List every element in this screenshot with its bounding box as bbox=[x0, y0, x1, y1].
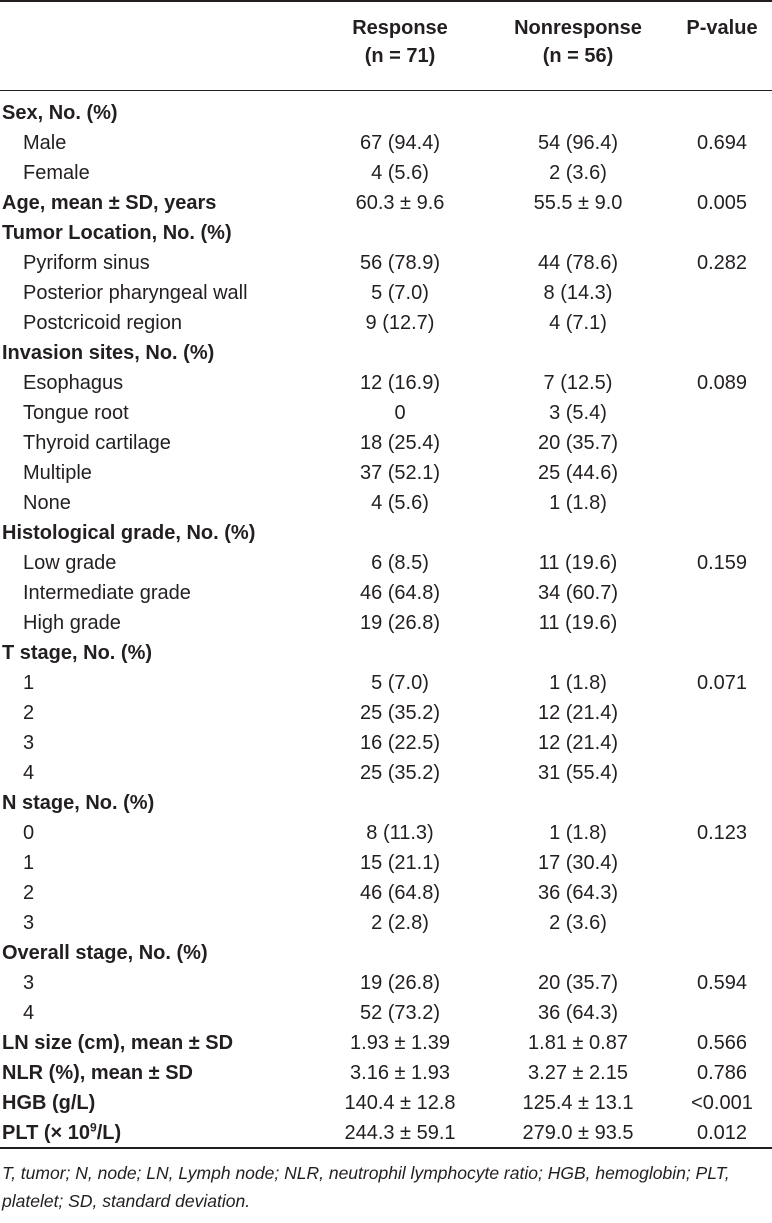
nonresponse-cell: 36 (64.3) bbox=[537, 882, 619, 904]
response-cell: 19 (26.8) bbox=[359, 972, 441, 994]
table-row bbox=[0, 578, 772, 608]
p-value-cell: 0.071 bbox=[696, 672, 748, 694]
row-label: Tumor Location, No. (%) bbox=[2, 222, 232, 244]
header-response-title: Response bbox=[352, 17, 448, 39]
row-label: Esophagus bbox=[23, 372, 124, 394]
row-label: 2 bbox=[23, 882, 35, 904]
nonresponse-cell: 4 (7.1) bbox=[549, 312, 607, 334]
row-label: None bbox=[23, 492, 71, 514]
nonresponse-cell: 11 (19.6) bbox=[538, 612, 618, 634]
response-cell: 46 (64.8) bbox=[359, 882, 441, 904]
nonresponse-cell: 1 (1.8) bbox=[549, 822, 607, 844]
row-label: Pyriform sinus bbox=[23, 252, 150, 274]
row-label: Overall stage, No. (%) bbox=[2, 942, 208, 964]
response-cell: 19 (26.8) bbox=[359, 612, 441, 634]
nonresponse-cell: 17 (30.4) bbox=[537, 852, 619, 874]
table-row bbox=[0, 698, 772, 728]
table-row bbox=[0, 488, 772, 518]
row-label-suffix: /L) bbox=[96, 1122, 122, 1144]
table-row bbox=[0, 308, 772, 338]
row-label: Posterior pharyngeal wall bbox=[23, 282, 248, 304]
p-value-cell: 0.566 bbox=[696, 1032, 748, 1054]
response-cell: 5 (7.0) bbox=[371, 672, 429, 694]
table-row bbox=[0, 638, 772, 668]
table-top-rule bbox=[0, 0, 772, 2]
p-value-cell: 0.282 bbox=[696, 252, 748, 274]
row-label: HGB (g/L) bbox=[2, 1092, 96, 1114]
table-bottom-rule bbox=[0, 1147, 772, 1149]
response-cell: 12 (16.9) bbox=[359, 372, 441, 394]
p-value-cell: 0.594 bbox=[696, 972, 748, 994]
header-p-value bbox=[672, 14, 772, 42]
row-label: Postcricoid region bbox=[23, 312, 182, 334]
response-cell: 4 (5.6) bbox=[371, 162, 429, 184]
nonresponse-cell: 125.4 ± 13.1 bbox=[522, 1092, 634, 1114]
response-cell: 140.4 ± 12.8 bbox=[344, 1092, 456, 1114]
table-row bbox=[0, 758, 772, 788]
table-row bbox=[0, 878, 772, 908]
nonresponse-cell: 44 (78.6) bbox=[537, 252, 619, 274]
response-cell: 9 (12.7) bbox=[365, 312, 435, 334]
table-row bbox=[0, 458, 772, 488]
p-value-cell: <0.001 bbox=[691, 1092, 753, 1114]
nonresponse-cell: 3 (5.4) bbox=[549, 402, 607, 424]
nonresponse-cell: 20 (35.7) bbox=[537, 972, 619, 994]
response-cell: 15 (21.1) bbox=[359, 852, 441, 874]
nonresponse-cell: 279.0 ± 93.5 bbox=[522, 1122, 634, 1144]
table-row bbox=[0, 398, 772, 428]
row-label: 1 bbox=[23, 672, 35, 694]
row-label: 2 bbox=[23, 702, 35, 724]
table-row bbox=[0, 248, 772, 278]
table-row bbox=[0, 968, 772, 998]
header-response bbox=[310, 14, 490, 70]
row-label: Thyroid cartilage bbox=[23, 432, 171, 454]
row-label: Invasion sites, No. (%) bbox=[2, 342, 215, 364]
response-cell: 67 (94.4) bbox=[359, 132, 441, 154]
nonresponse-cell: 1 (1.8) bbox=[549, 672, 607, 694]
nonresponse-cell: 36 (64.3) bbox=[537, 1002, 619, 1024]
response-cell: 3.16 ± 1.93 bbox=[350, 1062, 450, 1084]
nonresponse-cell: 1.81 ± 0.87 bbox=[528, 1032, 628, 1054]
table-row bbox=[0, 848, 772, 878]
header-p-value-title: P-value bbox=[686, 17, 758, 39]
response-cell: 2 (2.8) bbox=[371, 912, 429, 934]
table-body bbox=[0, 98, 772, 1148]
row-label-superscript: 9 bbox=[90, 1120, 97, 1135]
table-row bbox=[0, 278, 772, 308]
table-row bbox=[0, 1058, 772, 1088]
table-row bbox=[0, 668, 772, 698]
nonresponse-cell: 20 (35.7) bbox=[537, 432, 619, 454]
response-cell: 0 bbox=[394, 402, 406, 424]
table-row bbox=[0, 728, 772, 758]
response-cell: 25 (35.2) bbox=[359, 762, 441, 784]
p-value-cell: 0.012 bbox=[696, 1122, 748, 1144]
response-cell: 18 (25.4) bbox=[359, 432, 441, 454]
header-rule bbox=[0, 90, 772, 91]
table-row bbox=[0, 158, 772, 188]
row-label-text: PLT (× 10 bbox=[2, 1122, 90, 1144]
table-row bbox=[0, 428, 772, 458]
table-row bbox=[0, 188, 772, 218]
row-label: Histological grade, No. (%) bbox=[2, 522, 256, 544]
row-label: LN size (cm), mean ± SD bbox=[2, 1032, 234, 1054]
table-row bbox=[0, 368, 772, 398]
row-label: Multiple bbox=[23, 462, 92, 484]
nonresponse-cell: 12 (21.4) bbox=[537, 732, 619, 754]
table-footnote: T, tumor; N, node; LN, Lymph node; NLR, neutrophil lymphocyte ratio; HGB, hemoglobin; PLT, platelet; SD, standard deviation. bbox=[2, 1163, 730, 1211]
row-label: 4 bbox=[23, 1002, 35, 1024]
table-row bbox=[0, 128, 772, 158]
table-row bbox=[0, 788, 772, 818]
nonresponse-cell: 11 (19.6) bbox=[538, 552, 618, 574]
p-value-cell: 0.159 bbox=[696, 552, 748, 574]
row-label: 4 bbox=[23, 762, 35, 784]
response-cell: 16 (22.5) bbox=[359, 732, 441, 754]
row-label: 0 bbox=[23, 822, 35, 844]
table-row bbox=[0, 818, 772, 848]
response-cell: 8 (11.3) bbox=[366, 822, 434, 844]
row-label: Tongue root bbox=[23, 402, 129, 424]
table-row bbox=[0, 938, 772, 968]
row-label: Intermediate grade bbox=[23, 582, 191, 604]
nonresponse-cell: 2 (3.6) bbox=[549, 162, 607, 184]
response-cell: 5 (7.0) bbox=[371, 282, 429, 304]
nonresponse-cell: 12 (21.4) bbox=[537, 702, 619, 724]
response-cell: 6 (8.5) bbox=[371, 552, 429, 574]
nonresponse-cell: 54 (96.4) bbox=[537, 132, 619, 154]
header-response-n: (n = 71) bbox=[364, 45, 436, 67]
row-label: Male bbox=[23, 132, 67, 154]
row-label: 3 bbox=[23, 732, 35, 754]
response-cell: 60.3 ± 9.6 bbox=[355, 192, 445, 214]
table-row bbox=[0, 98, 772, 128]
table-row bbox=[0, 548, 772, 578]
row-label: 1 bbox=[23, 852, 35, 874]
table-row bbox=[0, 1028, 772, 1058]
nonresponse-cell: 1 (1.8) bbox=[549, 492, 607, 514]
p-value-cell: 0.005 bbox=[696, 192, 748, 214]
row-label: High grade bbox=[23, 612, 121, 634]
row-label: 3 bbox=[23, 972, 35, 994]
table-row bbox=[0, 1088, 772, 1118]
response-cell: 244.3 ± 59.1 bbox=[344, 1122, 456, 1144]
table-row bbox=[0, 608, 772, 638]
row-label: 3 bbox=[23, 912, 35, 934]
response-cell: 37 (52.1) bbox=[359, 462, 441, 484]
response-cell: 4 (5.6) bbox=[371, 492, 429, 514]
nonresponse-cell: 34 (60.7) bbox=[537, 582, 619, 604]
table-row bbox=[0, 218, 772, 248]
row-label: N stage, No. (%) bbox=[2, 792, 155, 814]
nonresponse-cell: 3.27 ± 2.15 bbox=[528, 1062, 628, 1084]
p-value-cell: 0.786 bbox=[696, 1062, 748, 1084]
row-label: T stage, No. (%) bbox=[2, 642, 153, 664]
p-value-cell: 0.694 bbox=[696, 132, 748, 154]
nonresponse-cell: 2 (3.6) bbox=[549, 912, 607, 934]
response-cell: 25 (35.2) bbox=[359, 702, 441, 724]
nonresponse-cell: 7 (12.5) bbox=[543, 372, 613, 394]
header-nonresponse-n: (n = 56) bbox=[542, 45, 614, 67]
p-value-cell: 0.089 bbox=[696, 372, 748, 394]
table-row bbox=[0, 1118, 772, 1148]
response-cell: 46 (64.8) bbox=[359, 582, 441, 604]
nonresponse-cell: 8 (14.3) bbox=[543, 282, 613, 304]
nonresponse-cell: 31 (55.4) bbox=[537, 762, 619, 784]
table-row bbox=[0, 908, 772, 938]
table-row bbox=[0, 518, 772, 548]
response-cell: 1.93 ± 1.39 bbox=[350, 1032, 450, 1054]
table-row bbox=[0, 338, 772, 368]
nonresponse-cell: 25 (44.6) bbox=[537, 462, 619, 484]
row-label bbox=[2, 1118, 121, 1148]
header-nonresponse-title: Nonresponse bbox=[514, 17, 642, 39]
nonresponse-cell: 55.5 ± 9.0 bbox=[533, 192, 623, 214]
response-cell: 52 (73.2) bbox=[359, 1002, 441, 1024]
row-label: Age, mean ± SD, years bbox=[2, 192, 217, 214]
row-label: Female bbox=[23, 162, 90, 184]
p-value-cell: 0.123 bbox=[696, 822, 748, 844]
table-row bbox=[0, 998, 772, 1028]
header-nonresponse bbox=[478, 14, 678, 70]
response-cell: 56 (78.9) bbox=[359, 252, 441, 274]
row-label: NLR (%), mean ± SD bbox=[2, 1062, 193, 1084]
row-label: Low grade bbox=[23, 552, 117, 574]
row-label: Sex, No. (%) bbox=[2, 102, 118, 124]
